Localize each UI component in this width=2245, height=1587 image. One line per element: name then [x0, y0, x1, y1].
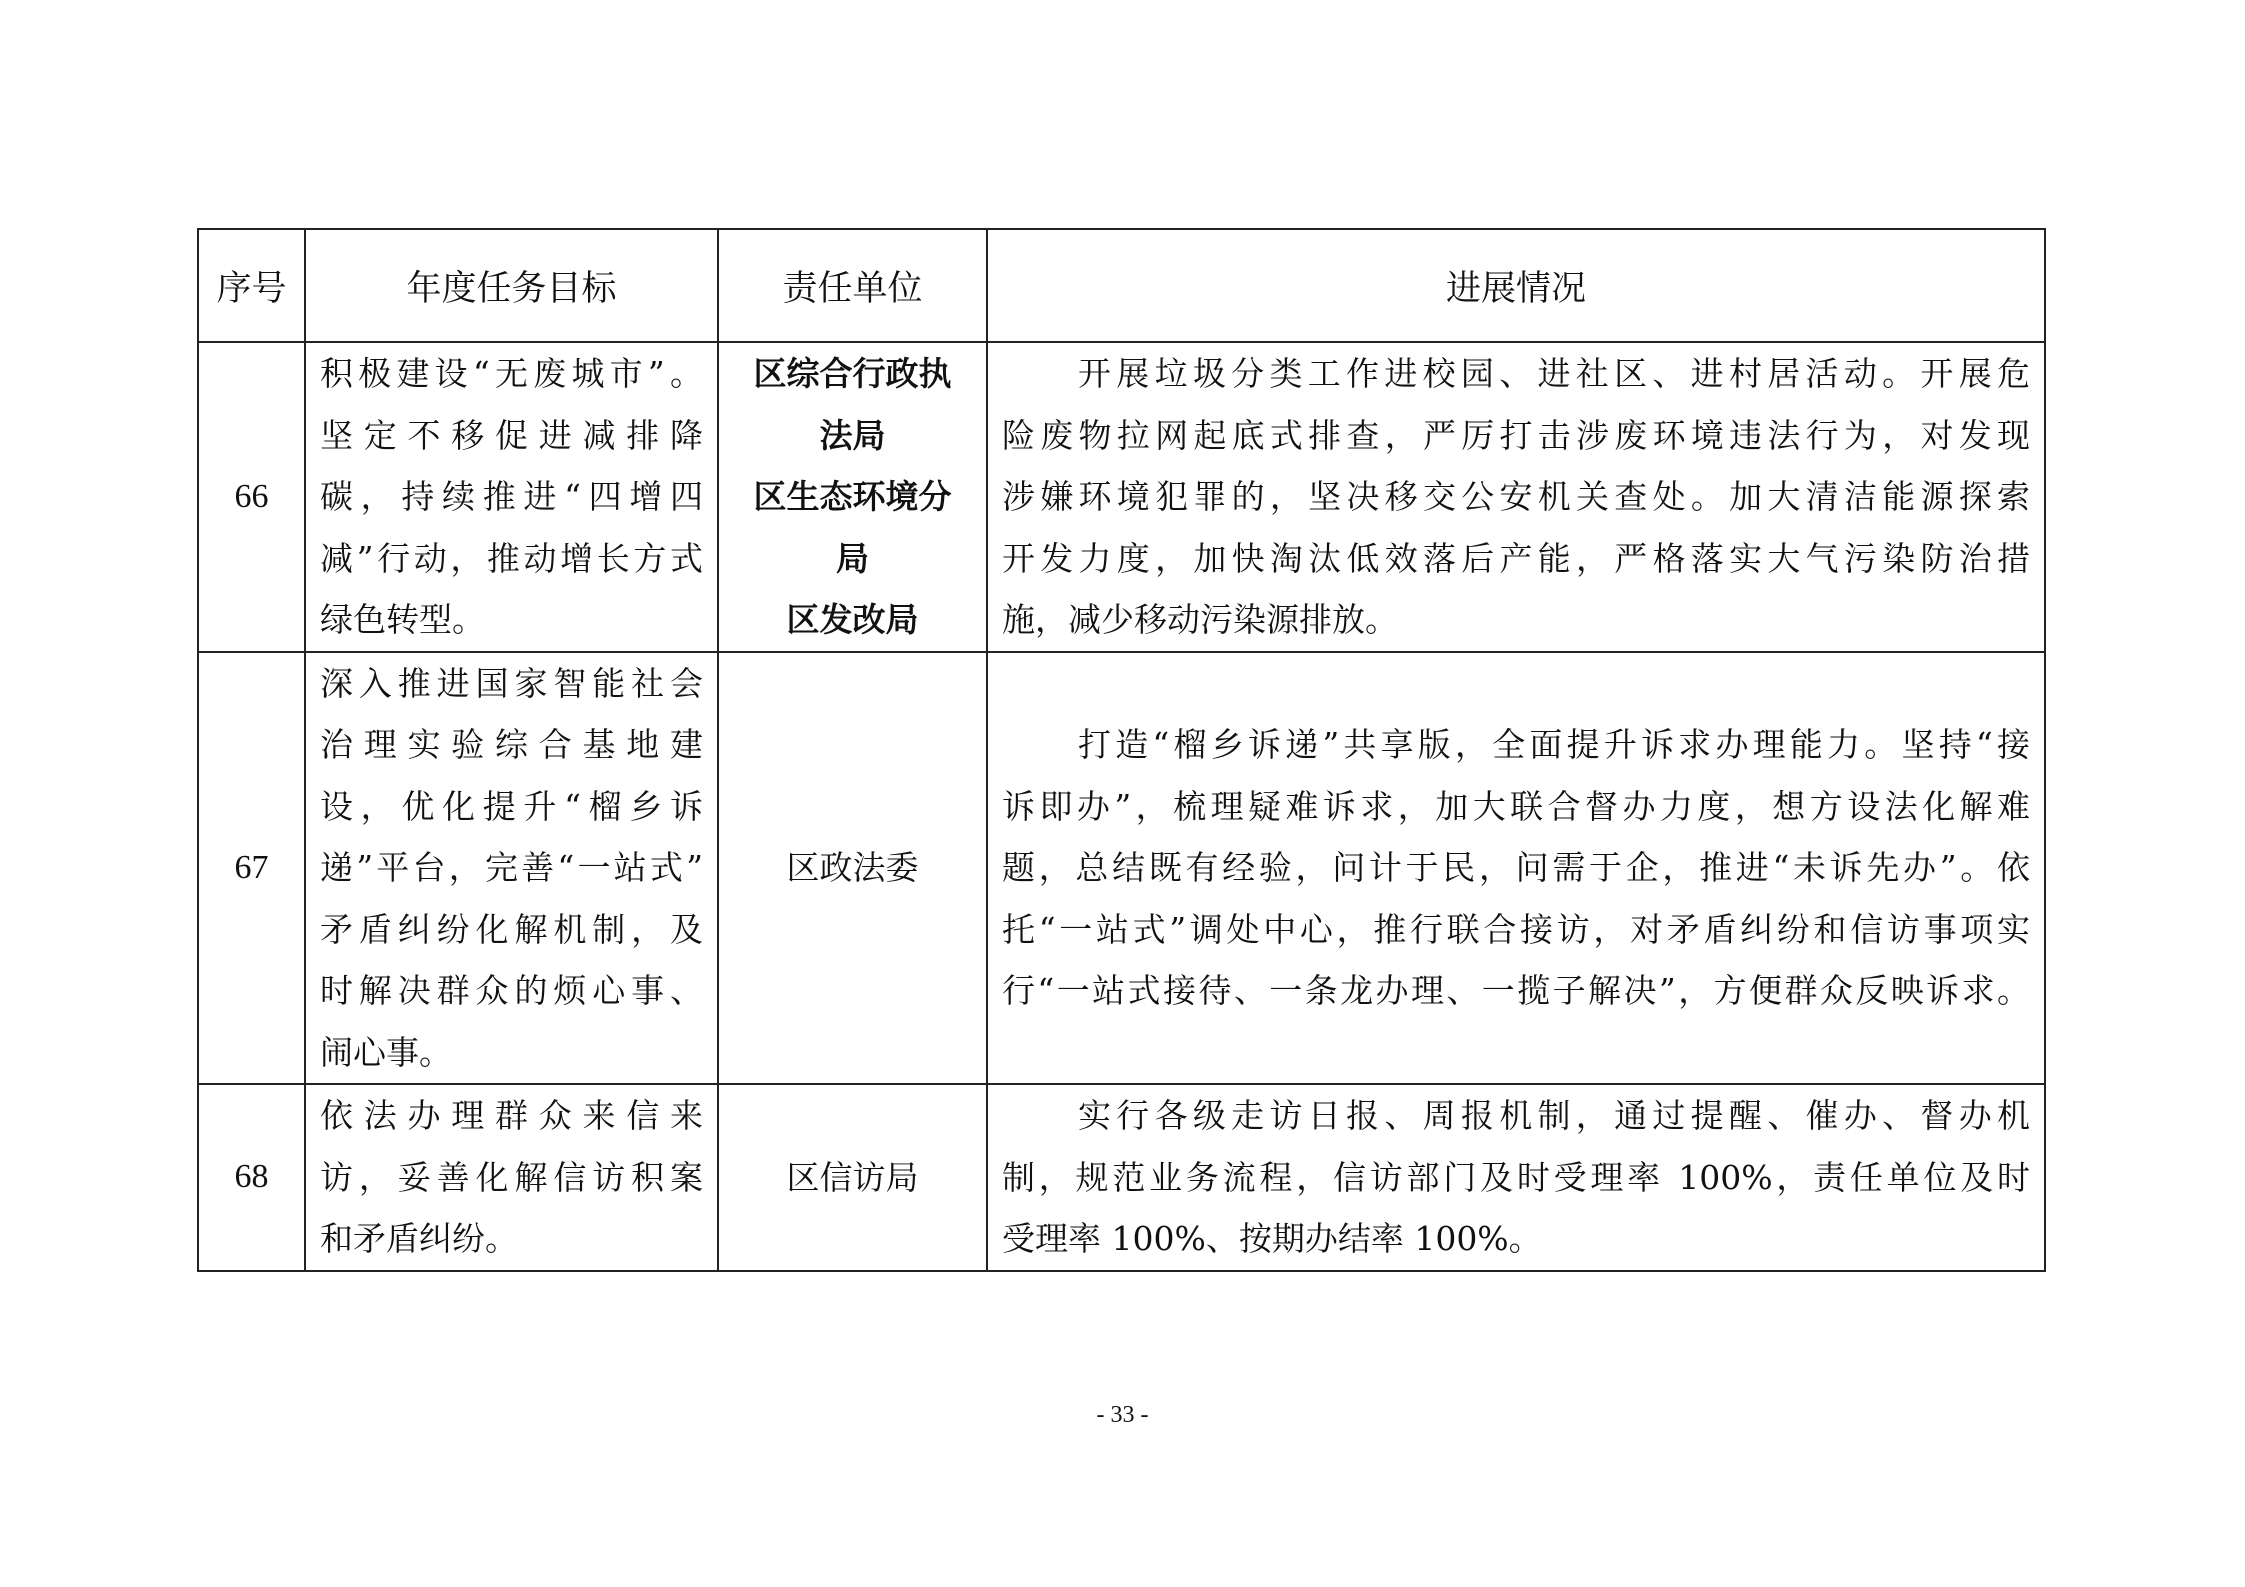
goal-line: 治理实验综合基地建: [320, 725, 703, 764]
goal-line: 碳，持续推进“四增四: [320, 477, 703, 516]
goal-line: 深入推进国家智能社会: [320, 663, 703, 703]
unit-line: 局: [836, 538, 869, 578]
header-serial-number: 序号: [198, 229, 305, 342]
goal-line: 矛盾纠纷化解机制，及: [320, 909, 703, 949]
row-progress: [987, 1084, 2045, 1271]
progress-line: 涉嫌环境犯罪的，坚决移交公安机关查处。加大清洁能源探索: [1002, 477, 2030, 516]
goal-line: 设，优化提升“榴乡诉: [320, 786, 703, 826]
unit-line: 区生态环境分: [753, 477, 952, 516]
progress-line: 行“一站式接待、一条龙办理、一揽子解决”，方便群众反映诉求。: [1002, 971, 2030, 1010]
goal-line: 依法办理群众来信来: [320, 1096, 703, 1135]
progress-line: 打造“榴乡诉递”共享版，全面提升诉求办理能力。坚持“接: [1078, 725, 2030, 764]
header-progress: 进展情况: [987, 229, 2045, 342]
progress-line: 实行各级走访日报、周报机制，通过提醒、催办、督办机: [1078, 1096, 2030, 1135]
goal-line: 递”平台，完善“一站式”: [320, 848, 703, 887]
row-task-goal: [305, 342, 718, 652]
progress-line: 开发力度，加快淘汰低效落后产能，严格落实大气污染防治措: [1002, 538, 2030, 578]
table-row: [198, 652, 2045, 1085]
row-progress: [987, 652, 2045, 1085]
row-serial-number: 68: [198, 1084, 305, 1271]
row-progress: [987, 342, 2045, 652]
progress-line: 托“一站式”调处中心，推行联合接访，对矛盾纠纷和信访事项实: [1002, 909, 2030, 949]
progress-line: 险废物拉网起底式排查，严厉打击涉废环境违法行为，对发现: [1002, 415, 2030, 455]
progress-line: 制，规范业务流程，信访部门及时受理率 100%，责任单位及时: [1002, 1157, 2030, 1197]
row-serial-number: 67: [198, 652, 305, 1085]
row-responsible-unit: [718, 342, 987, 652]
row-responsible-unit: [718, 1084, 987, 1271]
task-progress-table: [197, 228, 2046, 1272]
goal-line: 绿色转型。: [320, 600, 485, 639]
goal-line: 积极建设“无废城市”。: [320, 354, 703, 393]
unit-line: 区政法委: [786, 848, 919, 887]
unit-line: 法局: [819, 415, 886, 455]
progress-line: 开展垃圾分类工作进校园、进社区、进村居活动。开展危: [1078, 354, 2030, 393]
goal-line: 坚定不移促进减排降: [320, 415, 703, 455]
row-task-goal: [305, 1084, 718, 1271]
row-serial-number: 66: [198, 342, 305, 652]
progress-line: 受理率 100%、按期办结率 100%。: [1002, 1219, 1542, 1258]
header-responsible-unit: 责任单位: [718, 229, 987, 342]
goal-line: 访，妥善化解信访积案: [320, 1157, 703, 1197]
goal-line: 减”行动，推动增长方式: [320, 538, 703, 578]
progress-line: 施，减少移动污染源排放。: [1002, 600, 1398, 639]
header-annual-task-goal: 年度任务目标: [305, 229, 718, 342]
row-task-goal: [305, 652, 718, 1085]
page-number: - 33 -: [1096, 1402, 1149, 1428]
goal-line: 时解决群众的烦心事、: [320, 971, 703, 1010]
goal-line: 和矛盾纠纷。: [320, 1219, 518, 1258]
unit-line: 区综合行政执: [753, 354, 952, 393]
table-row: [198, 1084, 2045, 1271]
unit-line: 区发改局: [786, 600, 919, 639]
table-row: [198, 342, 2045, 652]
progress-line: 诉即办”，梳理疑难诉求，加大联合督办力度，想方设法化解难: [1002, 786, 2030, 826]
row-responsible-unit: [718, 652, 987, 1085]
table-header-row: [198, 229, 2045, 342]
progress-line: 题，总结既有经验，问计于民，问需于企，推进“未诉先办”。依: [1002, 848, 2030, 887]
goal-line: 闹心事。: [320, 1032, 452, 1072]
unit-line: 区信访局: [786, 1157, 919, 1197]
